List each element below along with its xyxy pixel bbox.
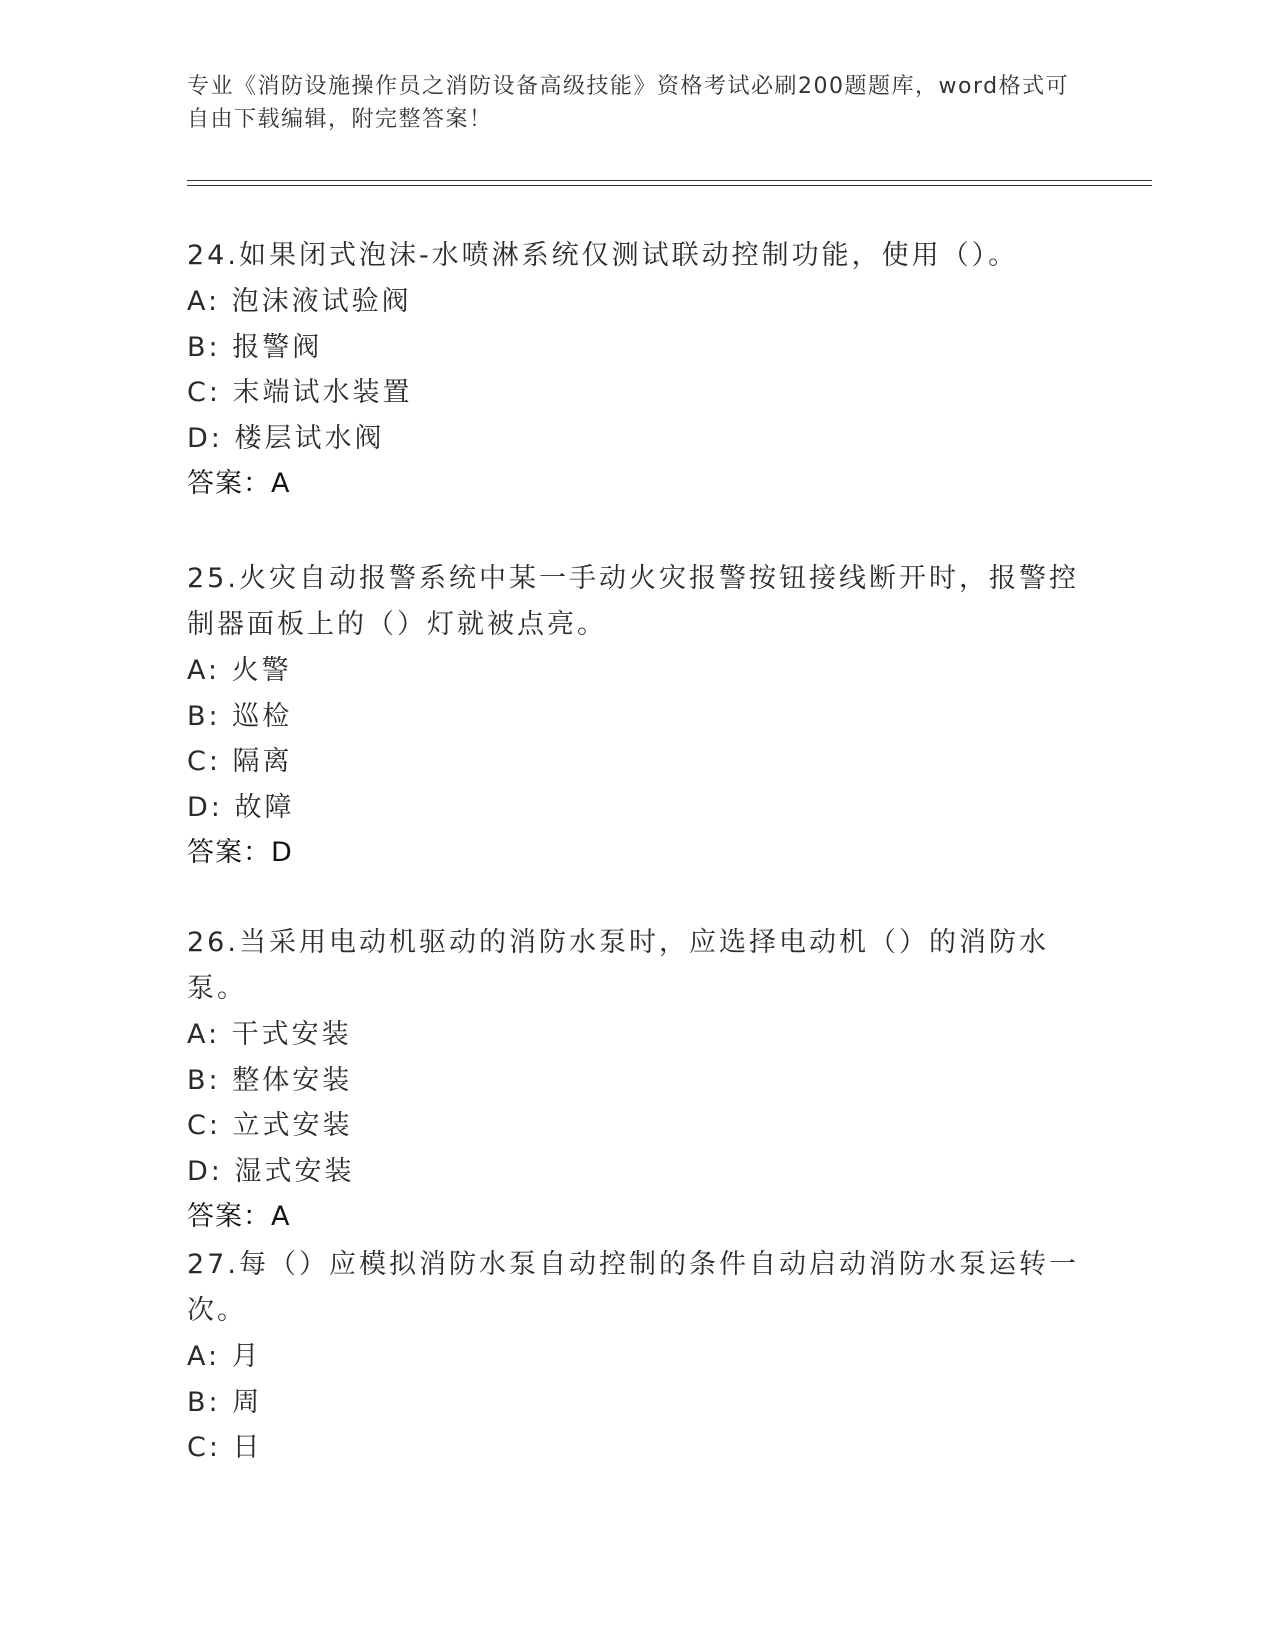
option-a: A: 泡沫液试验阀 [187,286,412,317]
option-c: C: 隔离 [187,746,293,777]
answer: 答案：A [187,468,291,499]
question-27 [187,1242,1087,1471]
option-d: D: 楼层试水阀 [187,422,385,454]
option-d: D: 故障 [187,791,295,823]
option-a: A: 月 [187,1341,262,1372]
option-b: B: 巡检 [187,700,293,732]
option-a: A: 火警 [187,655,292,686]
answer: 答案：D [187,837,293,868]
question-25 [187,556,1087,876]
option-c: C: 立式安装 [187,1110,353,1141]
option-c: C: 末端试水装置 [187,377,413,408]
option-d: D: 湿式安装 [187,1155,355,1187]
question-stem: 26.当采用电动机驱动的消防水泵时，应选择电动机（）的消防水泵。 [187,927,1049,1004]
option-a: A: 干式安装 [187,1019,352,1050]
question-stem: 24.如果闭式泡沫-水喷淋系统仅测试联动控制功能，使用（）。 [187,240,1019,271]
question-stem: 25.火灾自动报警系统中某一手动火灾报警按钮接线断开时，报警控制器面板上的（）灯就被点亮。 [187,563,1079,640]
option-b: B: 报警阀 [187,331,323,363]
option-b: B: 周 [187,1386,263,1418]
option-b: B: 整体安装 [187,1064,353,1096]
header-divider-top [187,180,1152,181]
question-26 [187,920,1087,1240]
option-c: C: 日 [187,1432,263,1463]
document-header: 专业《消防设施操作员之消防设备高级技能》资格考试必刷200题题库，word格式可自由下载编辑，附完整答案！ [187,74,1070,132]
question-24 [187,233,1087,507]
header-divider-bottom [187,185,1152,186]
question-stem: 27.每（）应模拟消防水泵自动控制的条件自动启动消防水泵运转一次。 [187,1249,1079,1326]
answer: 答案：A [187,1201,291,1232]
